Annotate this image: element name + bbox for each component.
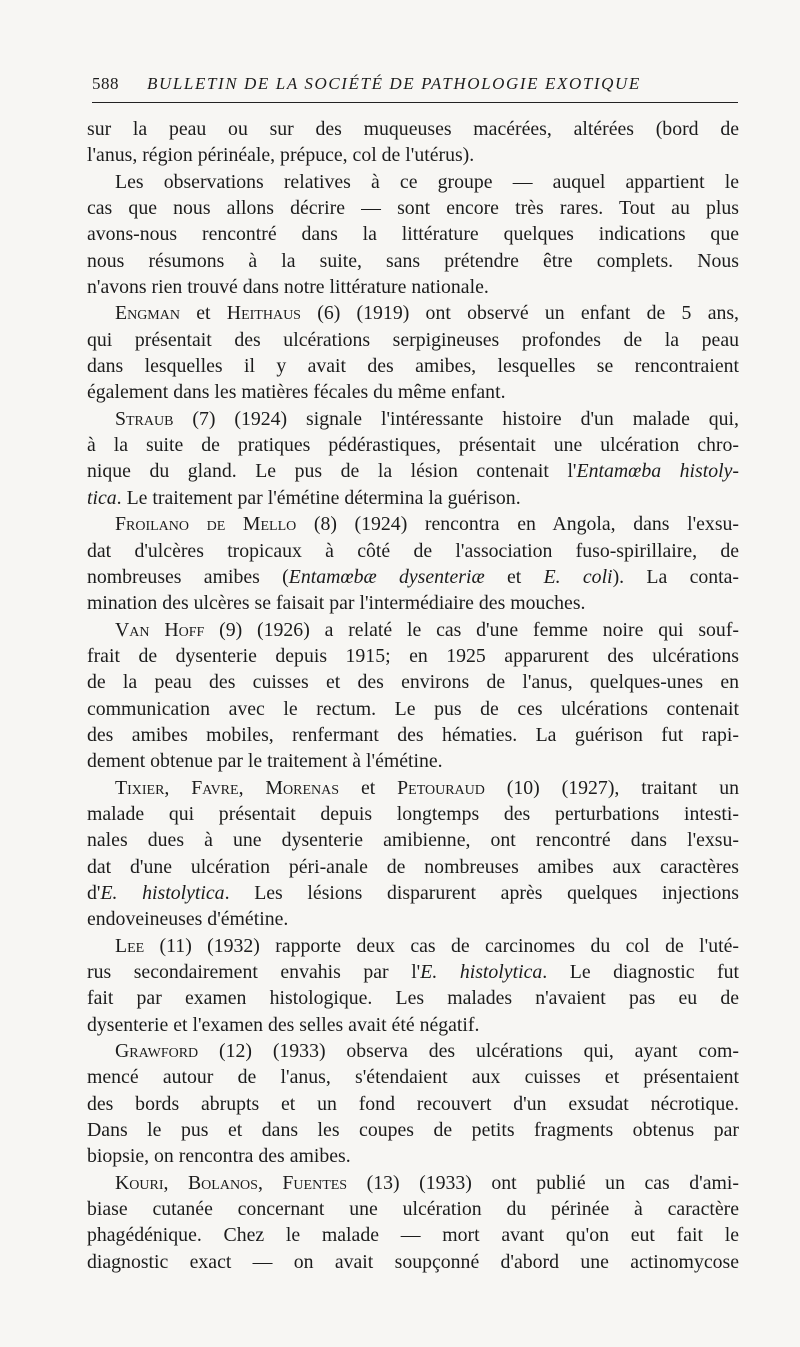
text-line [87,775,739,801]
text-line: également dans les matières fécales du même enfant. [87,381,506,404]
species-name: Entamœbæ dysenteriæ [288,565,485,588]
page-header [92,74,738,94]
species-name: E. coli [543,565,613,588]
text-line [87,406,739,432]
text-line [87,1170,739,1196]
text-line: mination des ulcères se faisait par l'intermédiaire des mouches. [87,592,586,615]
text-line: diagnostic exact — on avait soupçonné d'abord une actinomycose [87,1250,739,1273]
text-run: (12) (1933) observa des ulcérations qui, ayant com- [198,1040,739,1063]
text-line [87,511,739,537]
text-line: Dans le pus et dans les coupes de petits fragments obtenus par [87,1119,739,1142]
text-line [87,564,739,590]
text-line: communication avec le rectum. Le pus de ces ulcérations contenait [87,697,739,720]
author-name: Straub [115,407,174,430]
text-line: endoveineuses d'émétine. [87,908,289,931]
text-run: . Les lésions disparurent après quelques injections [224,881,739,904]
species-name: E. histolytica [420,961,543,983]
text-line: de la peau des cuisses et des environs de l'anus, quelques-unes en [87,671,739,694]
text-run: et [179,302,227,325]
text-line: dans lesquelles il y avait des amibes, lesquelles se rencontraient [87,355,739,378]
author-name: Tixier, Favre, Morenas [115,776,340,799]
text-run: et [484,565,544,588]
text-line: qui présentait des ulcérations serpigineuses profondes de la peau [87,328,739,351]
text-line: fait par examen histologique. Les malades n'avaient pas eu de [87,987,739,1010]
author-name: Froilano de Mello [115,513,297,536]
author-name: Grawford [115,1040,199,1063]
text-line [87,933,739,959]
running-title: BULLETIN DE LA SOCIÉTÉ DE PATHOLOGIE EXOTIQUE [147,74,641,93]
text-line: dement obtenue par le traitement à l'émétine. [87,750,443,773]
text-line: n'avons rien trouvé dans notre littérature nationale. [87,276,489,299]
text-run: ). La conta- [612,565,739,588]
text-line [87,617,739,643]
text-run: (8) (1924) rencontra en Angola, dans l'exsu- [296,513,739,536]
paragraph [87,300,739,405]
text-line [87,1038,739,1064]
author-name: Van Hoff [115,618,205,641]
species-name: tica [87,486,117,509]
text-line: des amibes mobiles, renfermant des hématies. La guérison fut rapi- [87,723,739,746]
paragraph [87,1038,739,1170]
page-number: 588 [92,74,119,93]
text-line [87,959,739,985]
species-name: Entamœba histoly- [576,460,740,483]
text-line: à la suite de pratiques pédérastiques, présentait une ulcération chro- [87,434,739,457]
text-line: dysenterie et l'examen des selles avait été négatif. [87,1013,480,1036]
text-line: malade qui présentait depuis longtemps des perturbations intesti- [87,802,739,825]
text-run: et [339,776,398,799]
text-run: d' [87,881,101,904]
paragraph [87,933,739,1038]
text-line [87,880,739,906]
paragraph [87,169,739,301]
header-rule [92,102,738,103]
author-name: Engman [115,302,180,325]
text-run: rus secondairement envahis par l' [87,961,421,983]
text-run: (9) (1926) a relaté le cas d'une femme noire qui souf- [204,618,739,641]
paragraph [87,617,739,775]
text-run: . Le diagnostic fut [542,961,739,983]
text-run: (7) (1924) signale l'intéressante histoire d'un malade qui, [173,407,739,430]
author-name: Heithaus [226,302,301,325]
text-run: nombreuses amibes ( [87,565,289,588]
text-line [87,485,739,511]
text-run: (11) (1932) rapporte deux cas de carcinomes du col de l'uté- [144,934,739,957]
species-name: E. histolytica [100,881,225,904]
text-line [87,458,739,484]
text-line: mencé autour de l'anus, s'étendaient aux cuisses et présentaient [87,1066,739,1089]
text-line: cas que nous allons décrire — sont encore très rares. Tout au plus [87,197,739,220]
text-run: (10) (1927), traitant un [484,776,739,799]
paragraph [87,511,739,616]
text-run: (6) (1919) ont observé un enfant de 5 ans, [300,302,740,325]
text-line: avons-nous rencontré dans la littérature quelques indications que [87,223,739,246]
paragraph [87,406,739,511]
text-line: biase cutanée concernant une ulcération du périnée à caractère [87,1198,739,1221]
paragraph [87,775,739,933]
text-run: . Le traitement par l'émétine détermina la guérison. [116,486,521,509]
author-name: Petouraud [397,776,485,799]
text-line: dat d'une ulcération péri-anale de nombreuses amibes aux caractères [87,855,739,878]
body-text [87,116,739,1275]
text-run: nique du gland. Le pus de la lésion contenait l' [87,460,577,483]
text-line: dat d'ulcères tropicaux à côté de l'association fuso-spirillaire, de [87,539,739,562]
text-run: (13) (1933) ont publié un cas d'ami- [347,1171,739,1194]
text-line: des bords abrupts et un fond recouvert d'un exsudat nécrotique. [87,1092,739,1115]
text-line: Les observations relatives à ce groupe — auquel appartient le [115,170,739,193]
text-line: l'anus, région périnéale, prépuce, col de l'utérus). [87,144,475,167]
text-line: phagédénique. Chez le malade — mort avant qu'on eut fait le [87,1224,739,1247]
text-line: sur la peau ou sur des muqueuses macérées, altérées (bord de [87,118,739,140]
author-name: Kouri, Bolanos, Fuentes [115,1171,348,1194]
paragraph [87,1170,739,1275]
author-name: Lee [115,934,145,957]
text-line: biopsie, on rencontra des amibes. [87,1145,351,1168]
text-line: nous résumons à la suite, sans prétendre être complets. Nous [87,249,739,272]
text-line: nales dues à une dysenterie amibienne, ont rencontré dans l'exsu- [87,829,739,852]
paragraph [87,116,739,169]
text-line [87,300,739,326]
text-line: frait de dysenterie depuis 1915; en 1925 apparurent des ulcérations [87,644,739,667]
